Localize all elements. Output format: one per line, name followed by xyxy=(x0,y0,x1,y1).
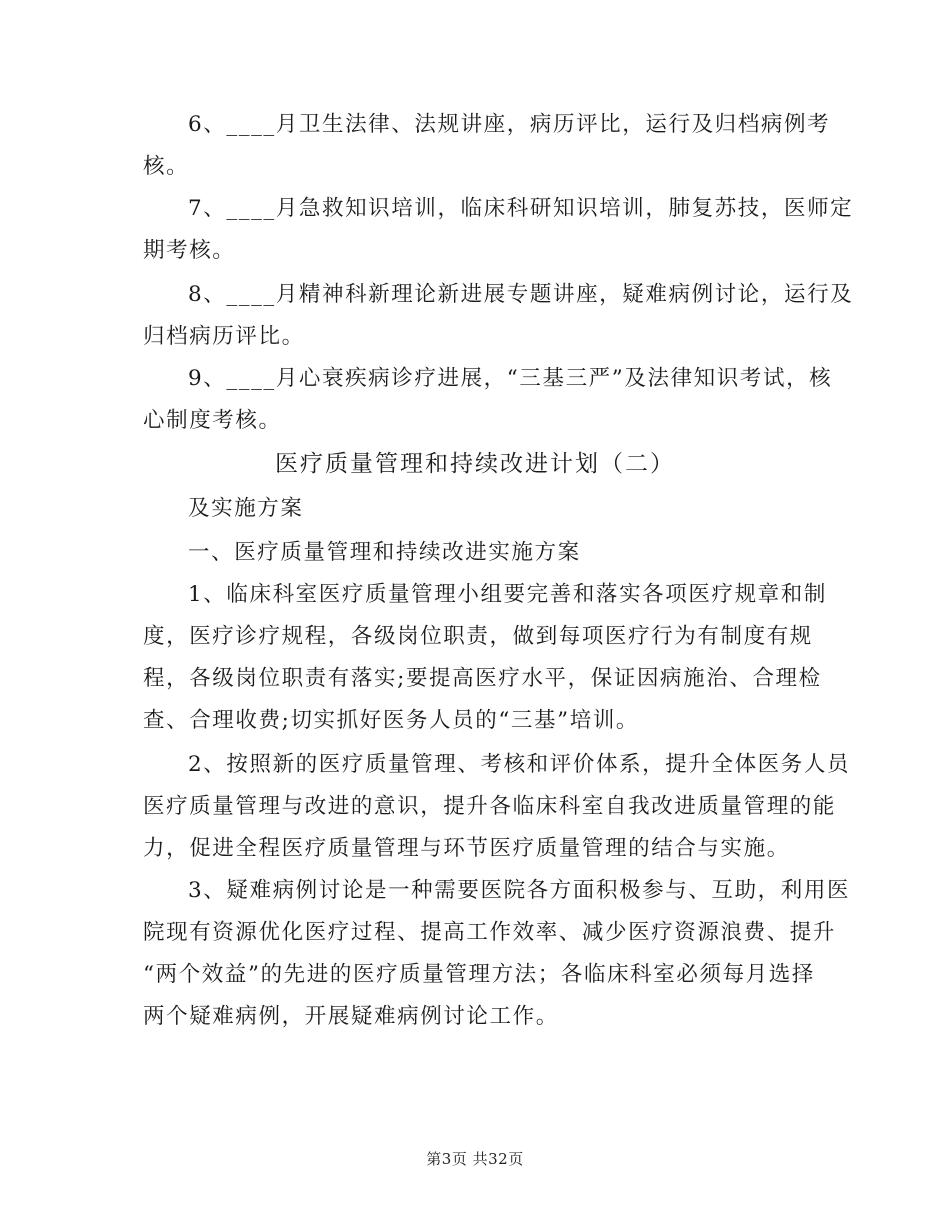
item-8-line2: 归档病历评比。 xyxy=(143,324,305,349)
item-7-line1: 7、____月急救知识培训，临床科研知识培训，肺复苏技，医师定 xyxy=(188,196,854,221)
subtitle: 及实施方案 xyxy=(188,496,304,521)
para3-line1: 3、疑难病例讨论是一种需要医院各方面积极参与、互助，利用医 xyxy=(188,878,851,903)
para3-line2: 院现有资源优化医疗过程、提高工作效率、减少医疗资源浪费、提升 xyxy=(143,920,837,945)
heading-1: 一、医疗质量管理和持续改进实施方案 xyxy=(188,540,581,565)
para3-line3: “两个效益”的先进的医疗质量管理方法；各临床科室必须每月选择 xyxy=(143,962,815,987)
para2-line2: 医疗质量管理与改进的意识，提升各临床科室自我改进质量管理的能 xyxy=(143,794,837,819)
page-number-footer: 第3页 共32页 xyxy=(426,1150,524,1168)
item-9-line2: 心制度考核。 xyxy=(143,408,282,433)
item-6-line2: 核。 xyxy=(143,154,190,179)
para1-line1: 1、临床科室医疗质量管理小组要完善和落实各项医疗规章和制 xyxy=(188,582,827,607)
para3-line4: 两个疑难病例，开展疑难病例讨论工作。 xyxy=(143,1004,559,1029)
document-title: 医疗质量管理和持续改进计划（二） xyxy=(275,451,675,477)
para1-line2: 度，医疗诊疗规程，各级岗位职责，做到每项医疗行为有制度有规 xyxy=(143,624,813,649)
para1-line3: 程，各级岗位职责有落实;要提高医疗水平，保证因病施治、合理检 xyxy=(143,666,822,691)
item-8-line1: 8、____月精神科新理论新进展专题讲座，疑难病例讨论，运行及 xyxy=(188,282,854,307)
para2-line1: 2、按照新的医疗质量管理、考核和评价体系，提升全体医务人员 xyxy=(188,752,851,777)
para2-line3: 力，促进全程医疗质量管理与环节医疗质量管理的结合与实施。 xyxy=(143,836,790,861)
item-6-line1: 6、____月卫生法律、法规讲座，病历评比，运行及归档病例考 xyxy=(188,112,831,137)
para1-line4: 查、合理收费;切实抓好医务人员的“三基”培训。 xyxy=(143,708,640,733)
item-7-line2: 期考核。 xyxy=(143,238,236,263)
item-9-line1: 9、____月心衰疾病诊疗进展，“三基三严”及法律知识考试，核 xyxy=(188,366,833,391)
